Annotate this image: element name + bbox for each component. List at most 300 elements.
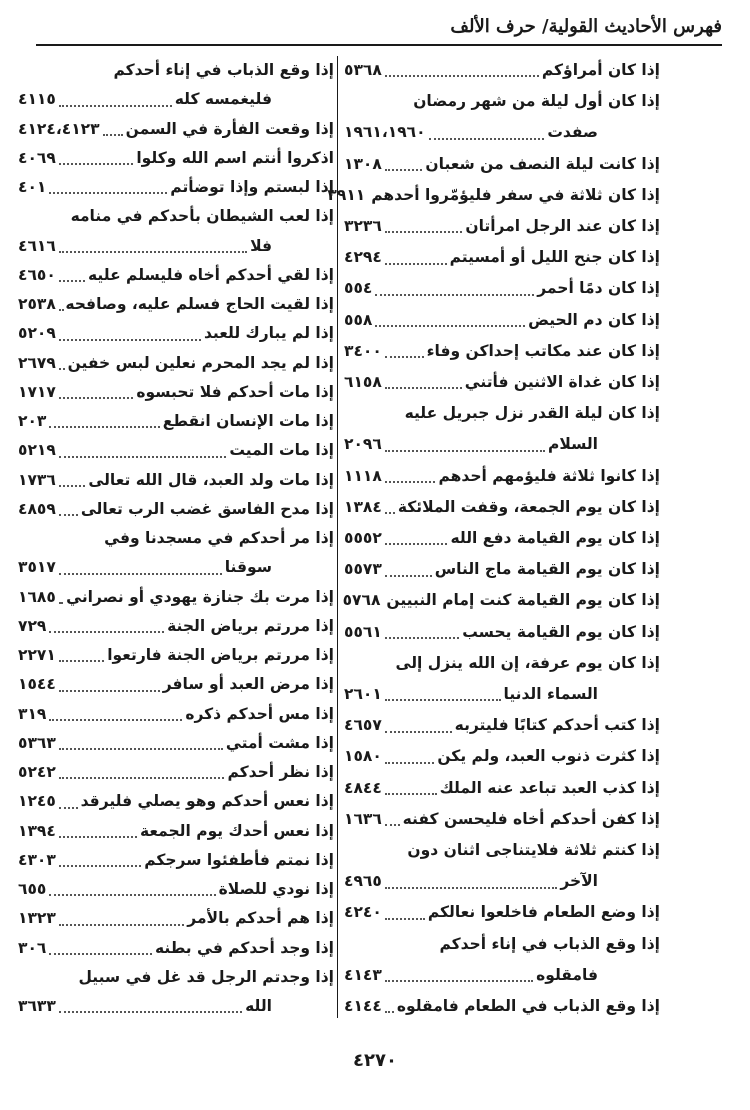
entry-line	[18, 261, 334, 290]
leader-dots	[385, 444, 545, 452]
hadith-number: ٤٨٥٩	[18, 499, 56, 518]
index-entry	[344, 243, 660, 272]
hadith-text: إذا مات الميت	[229, 441, 334, 460]
index-entry	[18, 173, 334, 202]
entry-line	[18, 202, 334, 231]
entry-line	[18, 992, 334, 1021]
hadith-number: ١٥٤٤	[18, 675, 56, 694]
leader-dots	[429, 132, 545, 140]
index-entry	[18, 378, 334, 407]
entry-line	[344, 430, 660, 459]
hadith-number: ١١١٨	[344, 466, 382, 485]
entry-line	[344, 462, 660, 491]
hadith-number: ٤٠٦٩	[18, 148, 56, 167]
index-entry	[344, 368, 660, 397]
entry-line	[18, 115, 334, 144]
hadith-text: السلام	[547, 435, 598, 454]
hadith-text: إذا لقيت الحاج فسلم عليه، وصافحه	[65, 295, 334, 313]
entry-line	[18, 173, 334, 202]
hadith-text: إذا كان يوم الجمعة، وقفت الملائكة	[397, 497, 660, 516]
leader-dots	[385, 506, 395, 514]
hadith-text: إذا وقع الذباب في إناء أحدكم	[439, 934, 660, 953]
entry-line	[344, 742, 660, 771]
leader-dots	[385, 569, 432, 577]
hadith-text: إذا نمتم فأطفئوا سرجكم	[144, 850, 334, 869]
hadith-text: إذا نظر أحدكم	[227, 763, 334, 781]
hadith-number: ٤٣٠٣	[18, 850, 56, 869]
leader-dots	[103, 128, 123, 136]
hadith-text: إذا كان أول ليلة من شهر رمضان	[413, 92, 660, 111]
hadith-number: ٥٢٤٢	[18, 763, 56, 781]
hadith-number: ٤٦٥٧	[344, 716, 382, 735]
running-header	[36, 14, 722, 46]
leader-dots	[49, 420, 159, 428]
index-entry	[18, 115, 334, 144]
hadith-text: إذا وضع الطعام فاخلعوا نعالكم	[427, 903, 660, 922]
entry-line	[344, 150, 660, 179]
index-entry	[344, 680, 660, 709]
entry-line	[344, 680, 660, 709]
leader-dots	[59, 567, 222, 575]
hadith-text: إذا مررتم برياض الجنة	[167, 616, 334, 635]
hadith-number: ١٣٠٨	[344, 154, 382, 173]
leader-dots	[59, 333, 201, 341]
hadith-number: ٦١٥٨	[344, 373, 382, 392]
hadith-text: إذا كان غداة الاثنين فأتني	[464, 373, 660, 392]
index-entry	[344, 337, 660, 366]
leader-dots	[59, 654, 104, 662]
entry-line	[344, 118, 660, 147]
index-entry	[344, 56, 660, 85]
hadith-text: إذا كان يوم القيامة يحسب	[462, 622, 660, 641]
hadith-text: الآخر	[560, 872, 598, 891]
index-entry	[18, 934, 334, 963]
leader-dots	[49, 947, 152, 955]
index-entry	[18, 466, 334, 495]
entry-line	[18, 612, 334, 641]
leader-dots	[59, 391, 134, 399]
leader-dots	[385, 69, 539, 77]
entry-line	[18, 904, 334, 933]
hadith-number: ٤١٤٣	[344, 965, 382, 984]
entry-line	[18, 583, 334, 612]
entry-line	[18, 495, 334, 524]
entry-line	[18, 700, 334, 729]
hadith-number: ٥٥٧٣	[344, 560, 382, 579]
hadith-number: ٢٠٣	[18, 412, 47, 430]
index-entry	[18, 290, 334, 319]
entry-line	[18, 290, 334, 319]
index-entry	[18, 729, 334, 758]
hadith-text: إذا هم أحدكم بالأمر	[187, 909, 334, 928]
index-entry	[344, 649, 660, 678]
hadith-number: ٤٢٤٠	[344, 903, 382, 922]
index-entry	[18, 787, 334, 816]
hadith-number: ٢٠٩٦	[344, 435, 382, 454]
hadith-number: ٤٠١	[18, 178, 47, 196]
index-entry	[344, 399, 660, 428]
leader-dots	[385, 225, 463, 233]
leader-dots	[59, 274, 85, 282]
entry-line	[18, 758, 334, 787]
hadith-number: ٥٢٠٩	[18, 324, 56, 343]
index-column-right	[327, 56, 660, 1021]
hadith-text: سوقنا	[224, 558, 272, 577]
leader-dots	[59, 362, 65, 370]
hadith-text: إذا كانوا ثلاثة فليؤمهم أحدهم	[438, 466, 660, 485]
hadith-number: ١٢٤٥	[18, 792, 56, 811]
leader-dots	[385, 475, 436, 483]
leader-dots	[385, 725, 452, 733]
leader-dots	[59, 245, 247, 253]
index-entry	[18, 232, 334, 261]
entry-line	[18, 436, 334, 465]
hadith-number: ١٣٩٤	[18, 821, 56, 840]
hadith-number: ٢٦٠١	[344, 685, 382, 704]
entry-line	[344, 306, 660, 335]
entry-line	[344, 212, 660, 241]
index-entry	[18, 875, 334, 904]
hadith-text: إذا كثرت ذنوب العبد، ولم يكن	[437, 747, 660, 766]
entry-line	[18, 85, 334, 114]
hadith-number: ٤١١٥	[18, 90, 56, 109]
hadith-text: إذا كان أمراؤكم	[541, 61, 660, 79]
index-entry	[18, 846, 334, 875]
index-entry	[18, 992, 334, 1021]
hadith-text: إذا مس أحدكم ذكره	[185, 704, 334, 723]
hadith-number: ٥٥٨	[344, 310, 373, 329]
entry-line	[18, 553, 334, 582]
entry-line	[344, 618, 660, 647]
entry-line	[344, 555, 660, 584]
leader-dots	[59, 742, 223, 750]
entry-line	[18, 524, 334, 553]
entry-line	[344, 836, 660, 865]
index-entry	[18, 670, 334, 699]
hadith-number: ١٣٨٤	[344, 497, 382, 516]
hadith-number: ١٦٣٦	[344, 809, 382, 828]
hadith-text: إذا كان جنح الليل أو أمسيتم	[449, 248, 660, 267]
leader-dots	[59, 479, 86, 487]
index-entry	[18, 261, 334, 290]
hadith-text: إذا وقع الذباب في الطعام فامقلوه	[396, 997, 660, 1016]
hadith-text: إذا نعس أحدك يوم الجمعة	[139, 821, 334, 840]
hadith-text: إذا كنتم ثلاثة فلايتناجى اثنان دون	[407, 841, 660, 860]
index-entry	[18, 641, 334, 670]
entry-line	[18, 232, 334, 261]
hadith-number: ٣٢٣٦	[344, 217, 382, 236]
index-entry	[18, 85, 334, 114]
hadith-number: ١٧١٧	[18, 382, 56, 401]
hadith-number: ٥٣٦٨	[344, 61, 382, 79]
hadith-text: فلا	[250, 236, 272, 255]
index-entry	[344, 774, 660, 803]
hadith-number: ٢٢٧١	[18, 646, 56, 664]
hadith-text: إذا وقعت الفأرة في السمن	[125, 119, 334, 138]
leader-dots	[375, 319, 525, 327]
index-entry	[18, 553, 334, 582]
hadith-text: إذا لم يبارك للعبد	[203, 324, 334, 343]
hadith-number: ١٩٦١،١٩٦٠	[344, 123, 426, 142]
hadith-text: إذا لبستم وإذا توضأتم	[170, 178, 334, 196]
leader-dots	[59, 596, 63, 604]
entry-line	[344, 649, 660, 678]
index-entry	[18, 758, 334, 787]
index-entry	[18, 407, 334, 436]
entry-line	[344, 774, 660, 803]
hadith-number: ٤٦٥٠	[18, 265, 56, 284]
entry-line	[18, 670, 334, 699]
index-entry	[18, 319, 334, 348]
entry-line	[344, 930, 660, 959]
hadith-text: إذا وقع الذباب في إناء أحدكم	[113, 61, 334, 79]
entry-line	[18, 729, 334, 758]
hadith-text: إذا كان ليلة القدر نزل جبريل عليه	[404, 404, 660, 423]
leader-dots	[385, 756, 435, 764]
hadith-text: إذا مات أحدكم فلا تحبسوه	[136, 382, 334, 401]
entry-line	[344, 399, 660, 428]
leader-dots	[385, 537, 448, 545]
hadith-text: إذا نعس أحدكم وهو يصلي فليرقد	[80, 792, 334, 811]
hadith-text: إذا كذب العبد تباعد عنه الملك	[439, 778, 660, 797]
hadith-number: ٥٢١٩	[18, 441, 56, 460]
entry-line	[344, 87, 660, 116]
hadith-number: ٤١٤٤	[344, 997, 382, 1016]
hadith-text: إذا كان يوم القيامة كنت إمام النبيين	[386, 591, 660, 610]
entry-line	[18, 144, 334, 173]
entry-line	[344, 337, 660, 366]
leader-dots	[49, 625, 164, 633]
hadith-number: ٣٥١٧	[18, 558, 56, 577]
hadith-number: ٧٢٩	[18, 616, 47, 635]
hadith-text: إذا كان دم الحيض	[528, 310, 660, 329]
entry-line	[18, 378, 334, 407]
leader-dots	[59, 830, 137, 838]
hadith-text: إذا وجدتم الرجل قد غل في سبيل	[78, 967, 334, 986]
hadith-text: إذا كان يوم عرفة، إن الله ينزل إلى	[395, 653, 660, 672]
entry-line	[344, 805, 660, 834]
index-entry	[344, 150, 660, 179]
index-entry	[344, 493, 660, 522]
hadith-text: إذا مات ولد العبد، قال الله تعالى	[88, 470, 334, 489]
index-entry	[344, 961, 660, 990]
hadith-text: إذا كفن أحدكم أخاه فليحسن كفنه	[402, 809, 660, 828]
leader-dots	[385, 787, 437, 795]
entry-line	[344, 274, 660, 303]
hadith-number: ٥٥٤	[344, 279, 373, 298]
leader-dots	[59, 303, 63, 311]
hadith-text: إذا نودي للصلاة	[218, 880, 334, 898]
leader-dots	[49, 713, 182, 721]
entry-line	[344, 711, 660, 740]
leader-dots	[59, 157, 134, 165]
hadith-number: ١٣٢٣	[18, 909, 56, 928]
index-entry	[344, 805, 660, 834]
index-entry	[344, 524, 660, 553]
index-entry	[18, 144, 334, 173]
hadith-text: إذا مات الإنسان انقطع	[162, 412, 334, 430]
index-entry	[344, 586, 660, 615]
leader-dots	[385, 693, 501, 701]
hadith-number: ٣١٩	[18, 704, 47, 723]
leader-dots	[59, 450, 227, 458]
index-entry	[344, 212, 660, 241]
leader-dots	[49, 186, 167, 194]
leader-dots	[385, 257, 447, 265]
index-entry	[18, 349, 334, 378]
hadith-text: إذا مررتم برياض الجنة فارتعوا	[107, 646, 334, 664]
hadith-number: ٤٢٩٤	[344, 248, 382, 267]
entry-line	[18, 349, 334, 378]
page-number: ٤٢٧٠	[353, 1050, 397, 1071]
hadith-text: إذا كان ثلاثة في سفر فليؤمّروا أحدهم	[371, 185, 660, 204]
index-entry	[18, 904, 334, 933]
leader-dots	[375, 288, 534, 296]
index-entry	[344, 274, 660, 303]
entry-line	[18, 963, 334, 992]
leader-dots	[385, 974, 533, 982]
hadith-text: إذا لعب الشيطان بأحدكم في منامه	[70, 207, 334, 226]
entry-line	[344, 867, 660, 896]
leader-dots	[385, 381, 462, 389]
hadith-text: إذا كان دمًا أحمر	[537, 279, 660, 298]
index-entry	[344, 87, 660, 116]
entry-line	[18, 641, 334, 670]
entry-line	[344, 992, 660, 1021]
hadith-number: ٣٦٣٣	[18, 997, 56, 1015]
header-title: فهرس الأحاديث القولية/ حرف الألف	[450, 16, 722, 37]
hadith-number: ٦٥٥	[18, 880, 47, 898]
hadith-text: إذا كان يوم القيامة ماج الناس	[434, 560, 660, 579]
hadith-text: إذا مر أحدكم في مسجدنا وفي	[104, 529, 334, 547]
entry-line	[18, 817, 334, 846]
index-entry	[18, 612, 334, 641]
leader-dots	[385, 818, 400, 826]
hadith-number: ١٦٨٥	[18, 587, 56, 606]
entry-line	[18, 56, 334, 85]
index-entry	[344, 930, 660, 959]
entry-line	[344, 524, 660, 553]
index-entry	[18, 524, 334, 553]
index-entry	[327, 181, 660, 210]
index-entry	[18, 963, 334, 992]
leader-dots	[59, 99, 172, 107]
hadith-text: إذا كان يوم القيامة دفع الله	[450, 529, 660, 548]
hadith-number: ١٥٨٠	[344, 747, 382, 766]
index-entry	[344, 992, 660, 1021]
hadith-text: إذا لم يجد المحرم نعلين لبس خفين	[67, 353, 334, 372]
hadith-text: إذا لقي أحدكم أخاه فليسلم عليه	[88, 265, 334, 284]
hadith-number: ٥٥٥٢	[344, 529, 382, 548]
index-entry	[344, 555, 660, 584]
leader-dots	[59, 859, 141, 867]
hadith-text: إذا مشت أمتي	[225, 733, 334, 752]
entry-line	[344, 961, 660, 990]
hadith-text: إذا وجد أحدكم في بطنه	[154, 938, 334, 957]
entry-line	[344, 586, 660, 615]
hadith-number: ٥٧٦٨	[342, 591, 381, 610]
index-entry	[344, 118, 660, 147]
entry-line	[344, 56, 660, 85]
index-entry	[18, 700, 334, 729]
leader-dots	[385, 881, 557, 889]
hadith-number: ٤٦١٦	[18, 236, 56, 255]
leader-dots	[59, 508, 78, 516]
hadith-number: ٤٩٦٥	[344, 872, 382, 891]
index-entry	[344, 867, 660, 896]
entry-line	[18, 319, 334, 348]
index-entry	[18, 436, 334, 465]
index-entry	[344, 306, 660, 335]
leader-dots	[385, 350, 424, 358]
hadith-number: ٣٤٠٠	[344, 341, 382, 360]
hadith-number: ٤١٢٤،٤١٢٣	[18, 119, 100, 138]
hadith-number: ٣٩١١	[327, 185, 366, 204]
entry-line	[344, 898, 660, 927]
index-entry	[344, 462, 660, 491]
leader-dots	[385, 912, 425, 920]
entry-line	[344, 493, 660, 522]
index-entry	[18, 202, 334, 231]
hadith-text: إذا مرض العبد أو سافر	[162, 675, 334, 694]
hadith-text: فامقلوه	[536, 965, 598, 984]
leader-dots	[59, 771, 225, 779]
hadith-number: ٢٦٧٩	[18, 353, 56, 372]
entry-line	[327, 181, 660, 210]
hadith-text: الله	[245, 997, 272, 1015]
hadith-text: اذكروا أنتم اسم الله وكلوا	[136, 148, 334, 167]
index-entry	[18, 56, 334, 85]
hadith-text: إذا كان عند مكاتب إحداكن وفاء	[426, 341, 660, 360]
leader-dots	[59, 801, 78, 809]
index-entry	[344, 742, 660, 771]
index-entry	[344, 618, 660, 647]
entry-line	[18, 466, 334, 495]
hadith-text: إذا كانت ليلة النصف من شعبان	[425, 154, 660, 173]
index-entry	[344, 430, 660, 459]
entry-line	[344, 243, 660, 272]
hadith-text: إذا مرت بك جنازة يهودي أو نصراني	[66, 587, 334, 606]
hadith-number: ٣٠٦	[18, 938, 47, 957]
leader-dots	[385, 631, 459, 639]
index-entry	[344, 711, 660, 740]
hadith-number: ٢٥٣٨	[18, 295, 56, 313]
hadith-text: إذا مدح الفاسق غضب الرب تعالى	[80, 499, 334, 518]
hadith-text: إذا كان عند الرجل امرأتان	[465, 217, 660, 236]
entry-line	[18, 934, 334, 963]
index-entry	[18, 495, 334, 524]
leader-dots	[385, 1005, 394, 1013]
leader-dots	[49, 888, 215, 896]
index-entry	[18, 583, 334, 612]
entry-line	[18, 787, 334, 816]
index-entry	[344, 836, 660, 865]
hadith-text: صفدت	[547, 123, 598, 142]
entry-line	[18, 407, 334, 436]
leader-dots	[59, 1005, 242, 1013]
entry-line	[18, 875, 334, 904]
hadith-text: فليغمسه كله	[174, 90, 272, 109]
hadith-number: ٥٥٦١	[344, 622, 382, 641]
leader-dots	[385, 163, 423, 171]
hadith-text: إذا كتب أحدكم كتابًا فليتربه	[454, 716, 660, 735]
leader-dots	[59, 684, 160, 692]
entry-line	[344, 368, 660, 397]
index-entry	[344, 898, 660, 927]
index-column-left	[18, 56, 334, 1021]
hadith-number: ٥٣٦٣	[18, 733, 56, 752]
entry-line	[18, 846, 334, 875]
